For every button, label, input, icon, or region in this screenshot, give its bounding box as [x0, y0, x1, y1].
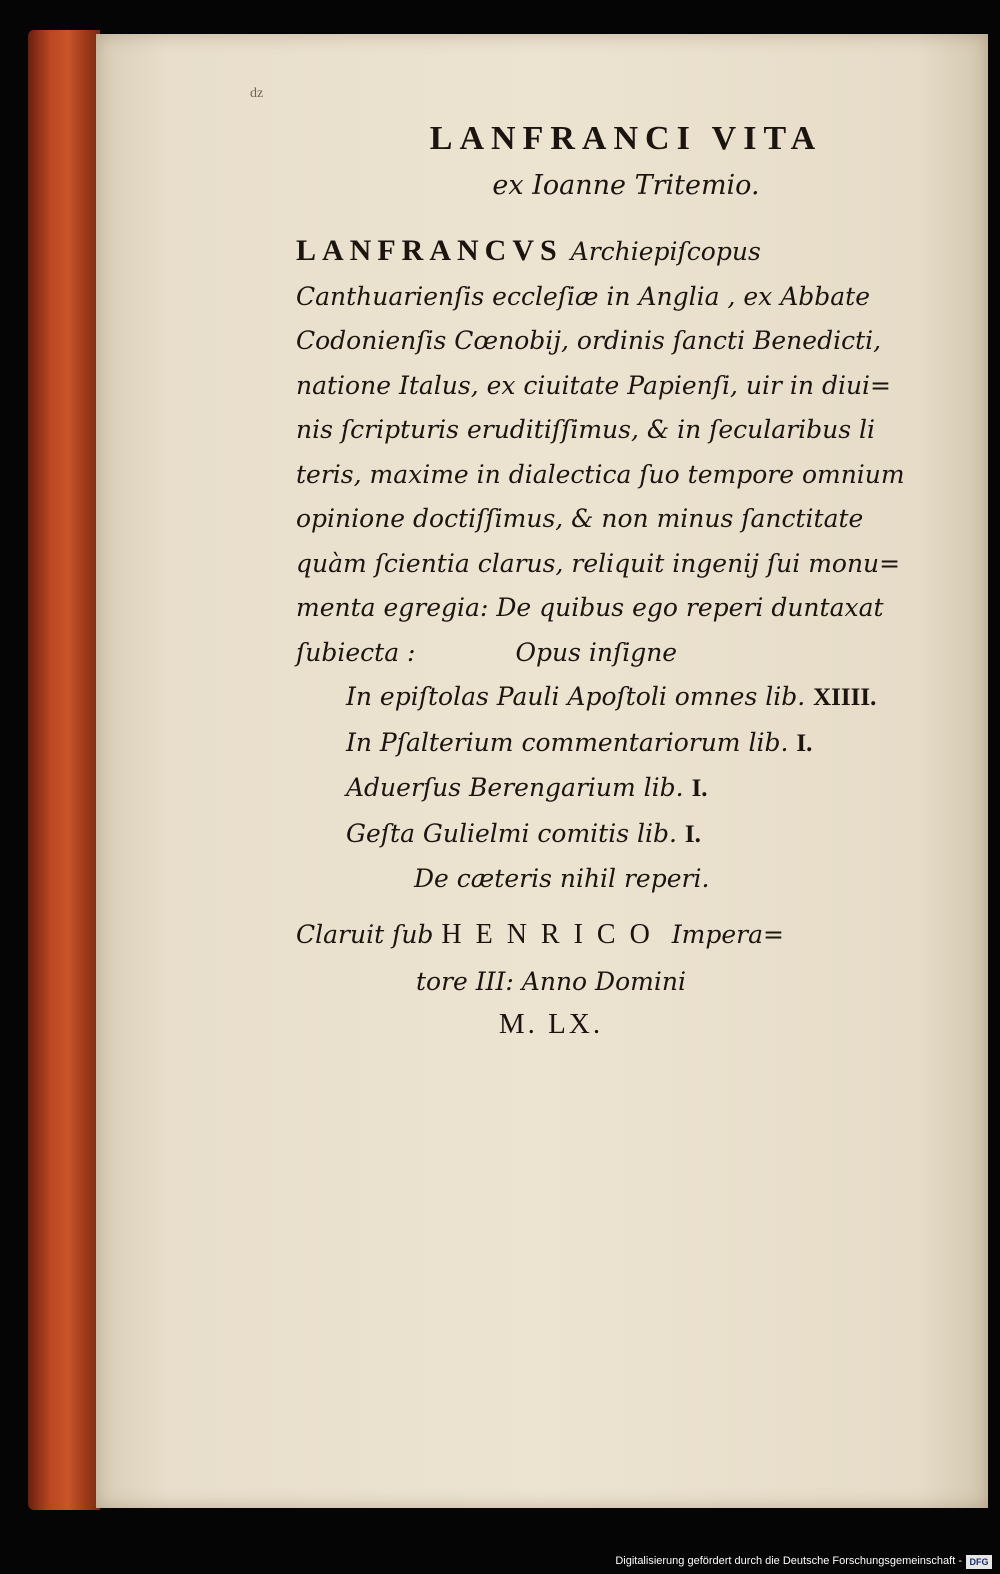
work-title: In epiſtolas Pauli Apoſtoli omnes lib.: [346, 682, 806, 711]
work-books: I.: [684, 820, 701, 848]
emperor-name: HENRICO: [441, 918, 664, 950]
text-line: Canthuarienſis eccleſiæ in Anglia , ex Abbate: [296, 281, 871, 311]
claruit-pre: Claruit ſub: [296, 919, 434, 949]
work-item: [346, 766, 956, 812]
text-line: teris, maxime in dialectica ſuo tempore omnium: [296, 459, 905, 489]
page-subtitle: ex Ioanne Tritemio.: [492, 170, 760, 201]
dfg-logo-icon: DFG: [966, 1555, 992, 1569]
name-caps: LANFRANCVS: [296, 234, 563, 267]
work-title: Geſta Gulielmi comitis lib.: [346, 818, 677, 848]
text-line: opinione doctiſſimus, & non minus ſanctitate: [296, 504, 864, 533]
work-title: Aduerſus Berengarium lib.: [346, 773, 684, 802]
book-edge: [28, 30, 100, 1510]
text-line: Codonienſis Cœnobij, ordinis ſancti Benedicti,: [296, 326, 882, 355]
footer-bar: [0, 1552, 1000, 1574]
line-text: Archiepiſcopus: [562, 237, 761, 266]
text-line: quàm ſcientia clarus, reliquit ingenij ſui monu=: [296, 548, 901, 578]
subiecta-text: ſubiecta :: [296, 637, 416, 667]
work-title: In Pſalterium commentariorum lib.: [346, 727, 789, 757]
page-title: LANFRANCI VITA: [429, 120, 823, 157]
biography-paragraph: [296, 229, 956, 675]
work-books: I.: [796, 729, 813, 757]
work-books: XIIII.: [813, 684, 877, 711]
nihil-note: De cæteris nihil reperi.: [414, 864, 710, 893]
text-line: natione Italus, ex ciuitate Papienſi, uir in diui=: [296, 370, 891, 400]
work-item: [346, 675, 956, 721]
text-line: [296, 631, 956, 676]
year-line: M. LX.: [498, 1007, 604, 1040]
page-content: [296, 120, 956, 1041]
work-item: [346, 812, 956, 858]
claruit-line: [296, 910, 956, 960]
text-line: [296, 229, 956, 275]
works-list: [296, 675, 956, 857]
work-books: I.: [691, 775, 708, 802]
footer-credit: Digitalisierung gefördert durch die Deutsche Forschungsgemeinschaft -: [615, 1555, 962, 1567]
text-line: nis ſcripturis eruditiſſimus, & in ſecularibus li: [296, 415, 875, 444]
tore-line: tore III: Anno Domini: [416, 966, 686, 996]
claruit-post: Impera=: [671, 919, 784, 949]
work-item: [346, 721, 956, 767]
text-line: menta egregia: De quibus ego reperi duntaxat: [296, 593, 884, 622]
opus-title: Opus inſigne: [515, 637, 678, 667]
folio-mark: ǳ: [250, 86, 264, 101]
